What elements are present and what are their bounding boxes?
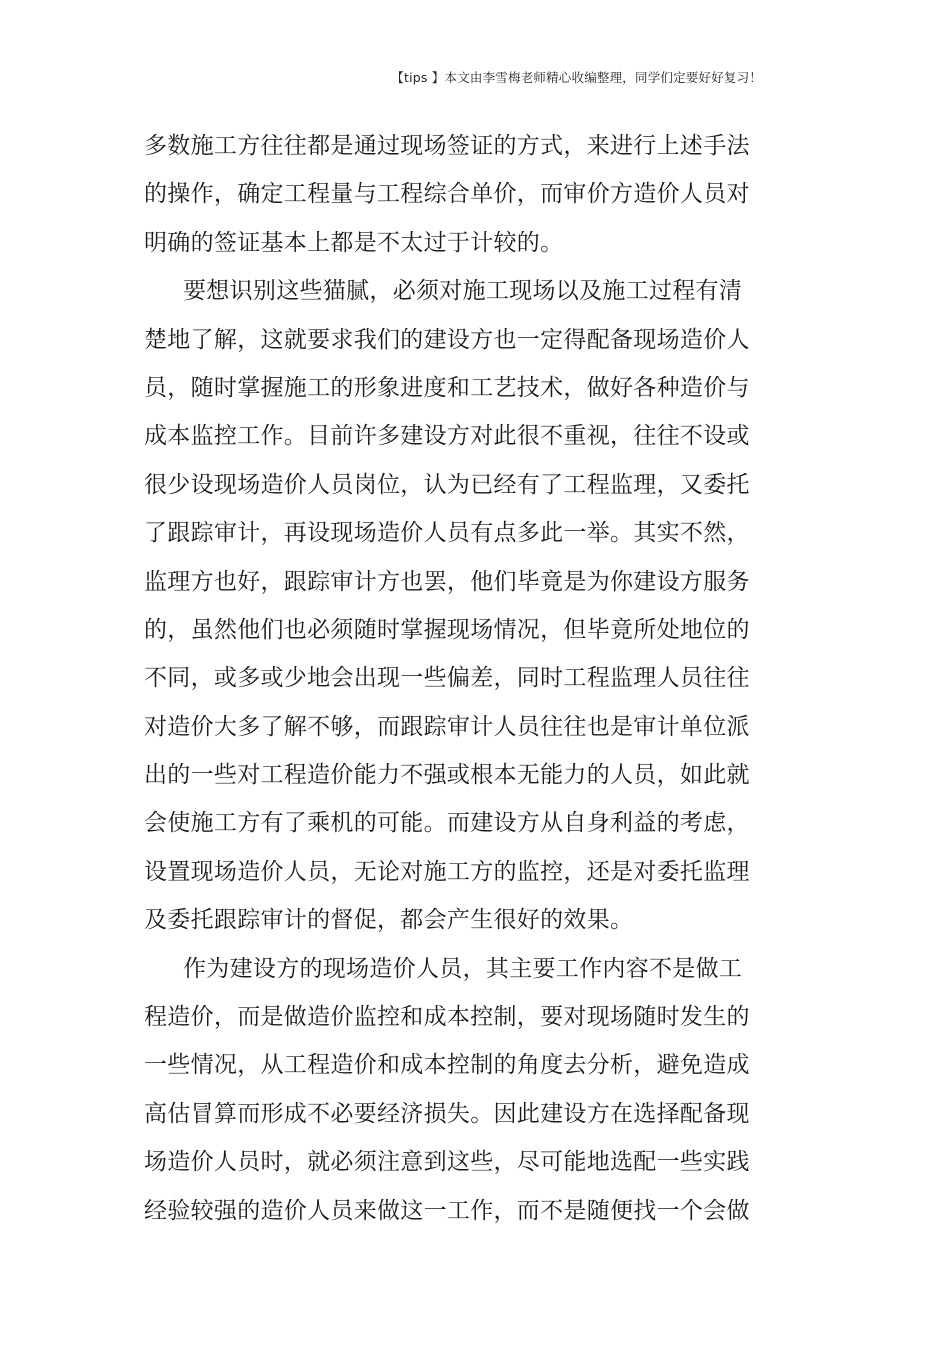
text-line: 监理方也好，跟踪审计方也罢，他们毕竟是为你建设方服务: [144, 568, 750, 595]
text-line: 员，随时掌握施工的形象进度和工艺技术，做好各种造价与: [144, 374, 750, 401]
text-line: 的，虽然他们也必须随时掌握现场情况，但毕竟所处地位的: [144, 616, 750, 643]
text-line: 及委托跟踪审计的督促，都会产生很好的效果。: [144, 907, 634, 934]
text-line: 一些情况，从工程造价和成本控制的角度去分析，避免造成: [144, 1052, 750, 1079]
text-line: 程造价，而是做造价监控和成本控制，要对现场随时发生的: [144, 1004, 750, 1031]
header-tips-note: 【tips 】本文由李雪梅老师精心收编整理，同学们定要好好复习！: [391, 70, 762, 85]
text-line: 高估冒算而形成不必要经济损失。因此建设方在选择配备现: [144, 1100, 750, 1127]
paragraph-first-line: 要想识别这些猫腻，必须对施工现场以及施工过程有清: [183, 278, 743, 305]
text-line: 多数施工方往往都是通过现场签证的方式，来进行上述手法: [144, 133, 750, 159]
text-line: 的操作，确定工程量与工程综合单价，而审价方造价人员对: [144, 181, 750, 208]
text-line: 场造价人员时，就必须注意到这些，尽可能地选配一些实践: [144, 1149, 750, 1176]
text-line: 很少设现场造价人员岗位，认为已经有了工程监理，又委托: [144, 471, 750, 498]
document-body: [144, 122, 750, 1235]
paragraph-first-line: 作为建设方的现场造价人员，其主要工作内容不是做工: [183, 955, 743, 982]
text-line: 经验较强的造价人员来做这一工作，而不是随便找一个会做: [144, 1197, 750, 1224]
text-line: 明确的签证基本上都是不太过于计较的。: [144, 229, 564, 256]
text-line: 成本监控工作。目前许多建设方对此很不重视，往往不设或: [144, 423, 750, 450]
text-line: 设置现场造价人员，无论对施工方的监控，还是对委托监理: [144, 858, 750, 885]
text-line: 对造价大多了解不够，而跟踪审计人员往往也是审计单位派: [144, 713, 750, 740]
text-line: 楚地了解，这就要求我们的建设方也一定得配备现场造价人: [144, 326, 750, 353]
text-line: 了跟踪审计，再设现场造价人员有点多此一举。其实不然，: [144, 520, 750, 547]
text-line: 不同，或多或少地会出现一些偏差，同时工程监理人员往往: [144, 665, 750, 692]
text-line: 出的一些对工程造价能力不强或根本无能力的人员，如此就: [144, 762, 750, 789]
text-line: 会使施工方有了乘机的可能。而建设方从自身利益的考虑，: [144, 810, 750, 837]
